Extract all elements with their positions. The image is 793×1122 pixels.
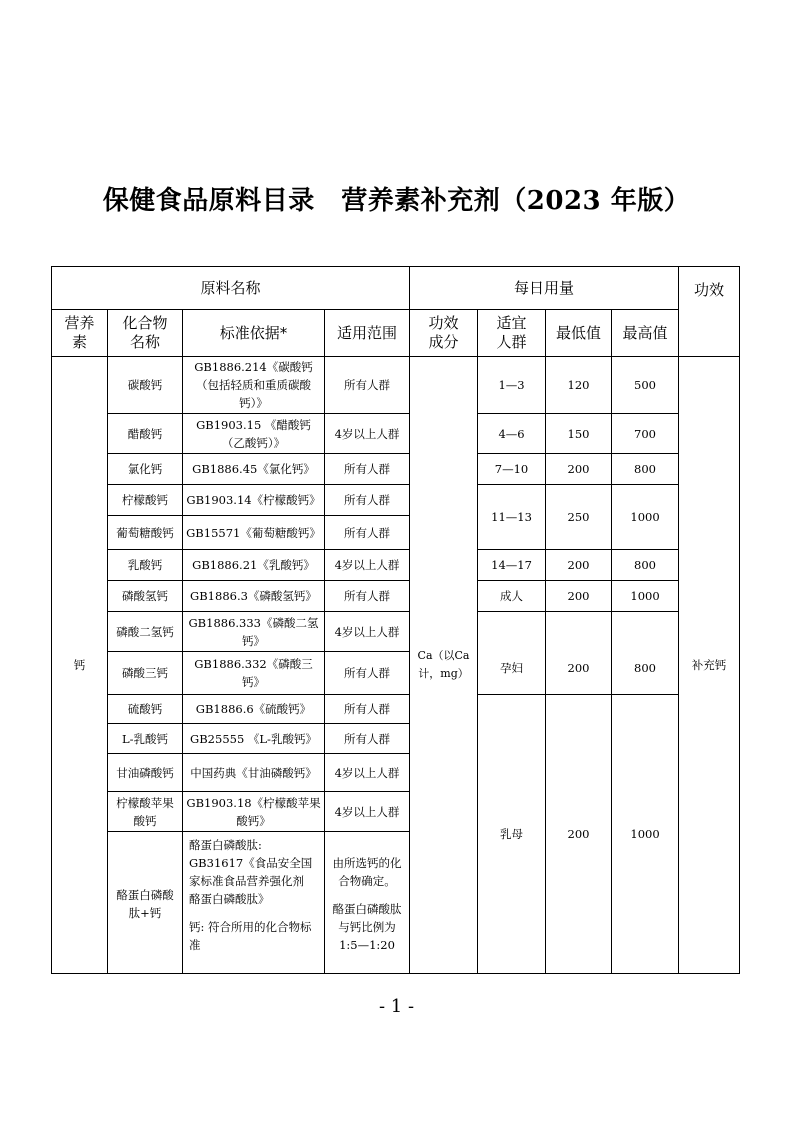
compound-standard <box>183 832 325 974</box>
dosage-population: 7—10 <box>478 454 546 485</box>
compound-scope: 4岁以上人群 <box>325 754 410 792</box>
compound-scope: 所有人群 <box>325 485 410 516</box>
standard-line: 钙: 符合所用的化合物标准 <box>189 920 312 952</box>
compound-name: 柠檬酸苹果酸钙 <box>108 792 183 832</box>
header-raw-material: 原料名称 <box>52 267 410 310</box>
header-standard: 标准依据* <box>183 310 325 357</box>
function-cell: 补充钙 <box>679 357 740 974</box>
compound-scope: 所有人群 <box>325 695 410 724</box>
compound-standard: GB1886.21《乳酸钙》 <box>183 550 325 581</box>
component-cell <box>410 357 478 974</box>
compound-name: 硫酸钙 <box>108 695 183 724</box>
nutrient-cell: 钙 <box>52 357 108 974</box>
dosage-population: 成人 <box>478 581 546 612</box>
compound-name: 醋酸钙 <box>108 414 183 454</box>
header-daily-dosage: 每日用量 <box>410 267 679 310</box>
dosage-min: 120 <box>546 357 612 414</box>
dosage-min <box>546 612 612 695</box>
compound-standard: GB1886.333《磷酸二氢钙》 <box>183 612 325 652</box>
dosage-min: 150 <box>546 414 612 454</box>
compound-standard: GB15571《葡萄糖酸钙》 <box>183 516 325 550</box>
dosage-max: 1000 <box>612 695 679 974</box>
compound-scope: 4岁以上人群 <box>325 414 410 454</box>
compound-standard: GB1903.14《柠檬酸钙》 <box>183 485 325 516</box>
dosage-min: 200 <box>546 581 612 612</box>
dosage-min: 200 <box>546 695 612 974</box>
header-compound-name: 化合物名称 <box>108 310 183 357</box>
dosage-max: 1000 <box>612 581 679 612</box>
compound-name: 葡萄糖酸钙 <box>108 516 183 550</box>
dosage-population: 11—13 <box>478 485 546 550</box>
header-population: 适宜人群 <box>478 310 546 357</box>
dosage-max: 500 <box>612 357 679 414</box>
compound-standard: GB25555 《L-乳酸钙》 <box>183 724 325 754</box>
compound-scope: 所有人群 <box>325 724 410 754</box>
compound-name: L-乳酸钙 <box>108 724 183 754</box>
dosage-max: 1000 <box>612 485 679 550</box>
dosage-max <box>612 612 679 695</box>
dosage-max-label: 800 <box>634 660 656 675</box>
component-label: Ca（以Ca计，mg） <box>417 649 470 680</box>
compound-standard: GB1903.18《柠檬酸苹果酸钙》 <box>183 792 325 832</box>
dosage-min: 200 <box>546 550 612 581</box>
compound-scope: 所有人群 <box>325 454 410 485</box>
scope-line: 由所选钙的化合物确定。 <box>332 856 402 888</box>
compound-standard: GB1886.3《磷酸氢钙》 <box>183 581 325 612</box>
page-number: - 1 - <box>378 996 415 1017</box>
header-function-label: 功效 <box>694 281 725 299</box>
compound-name: 磷酸三钙 <box>108 652 183 695</box>
dosage-max: 800 <box>612 550 679 581</box>
dosage-population: 乳母 <box>478 695 546 974</box>
compound-standard: GB1886.214《碳酸钙（包括轻质和重质碳酸钙）》 <box>183 357 325 414</box>
header-max: 最高值 <box>612 310 679 357</box>
dosage-population: 4—6 <box>478 414 546 454</box>
nutrient-table <box>51 266 740 974</box>
compound-scope: 所有人群 <box>325 357 410 414</box>
compound-name: 磷酸氢钙 <box>108 581 183 612</box>
compound-standard: GB1886.45《氯化钙》 <box>183 454 325 485</box>
compound-name: 柠檬酸钙 <box>108 485 183 516</box>
compound-standard: GB1886.6《硫酸钙》 <box>183 695 325 724</box>
compound-scope <box>325 832 410 974</box>
compound-standard: 中国药典《甘油磷酸钙》 <box>183 754 325 792</box>
header-scope: 适用范围 <box>325 310 410 357</box>
header-min: 最低值 <box>546 310 612 357</box>
compound-name-label: 酪蛋白磷酸肽+钙 <box>116 888 174 920</box>
dosage-population: 14—17 <box>478 550 546 581</box>
scope-line: 酪蛋白磷酸肽与钙比例为 1:5—1:20 <box>332 902 402 952</box>
dosage-min-label: 200 <box>567 660 590 675</box>
compound-name: 碳酸钙 <box>108 357 183 414</box>
compound-standard: GB1886.332《磷酸三钙》 <box>183 652 325 695</box>
header-component: 功效成分 <box>410 310 478 357</box>
dosage-max: 800 <box>612 454 679 485</box>
compound-scope: 所有人群 <box>325 516 410 550</box>
compound-scope: 4岁以上人群 <box>325 550 410 581</box>
compound-scope: 4岁以上人群 <box>325 612 410 652</box>
dosage-population: 1—3 <box>478 357 546 414</box>
compound-standard: GB1903.15 《醋酸钙（乙酸钙）》 <box>183 414 325 454</box>
standard-line: 酪蛋白磷酸肽: GB31617《食品安全国家标准食品营养强化剂 酪蛋白磷酸肽》 <box>189 838 313 906</box>
dosage-min: 200 <box>546 454 612 485</box>
dosage-population <box>478 612 546 695</box>
compound-scope: 所有人群 <box>325 652 410 695</box>
document-title: 保健食品原料目录 营养素补充剂（2023 年版） <box>102 186 691 216</box>
compound-name <box>108 832 183 974</box>
compound-name: 氯化钙 <box>108 454 183 485</box>
compound-name: 乳酸钙 <box>108 550 183 581</box>
dosage-population-label: 孕妇 <box>500 660 524 675</box>
dosage-max: 700 <box>612 414 679 454</box>
compound-name: 磷酸二氢钙 <box>108 612 183 652</box>
compound-name: 甘油磷酸钙 <box>108 754 183 792</box>
dosage-min: 250 <box>546 485 612 550</box>
header-nutrient: 营养素 <box>52 310 108 357</box>
compound-scope: 所有人群 <box>325 581 410 612</box>
compound-scope: 4岁以上人群 <box>325 792 410 832</box>
header-function <box>679 267 740 357</box>
